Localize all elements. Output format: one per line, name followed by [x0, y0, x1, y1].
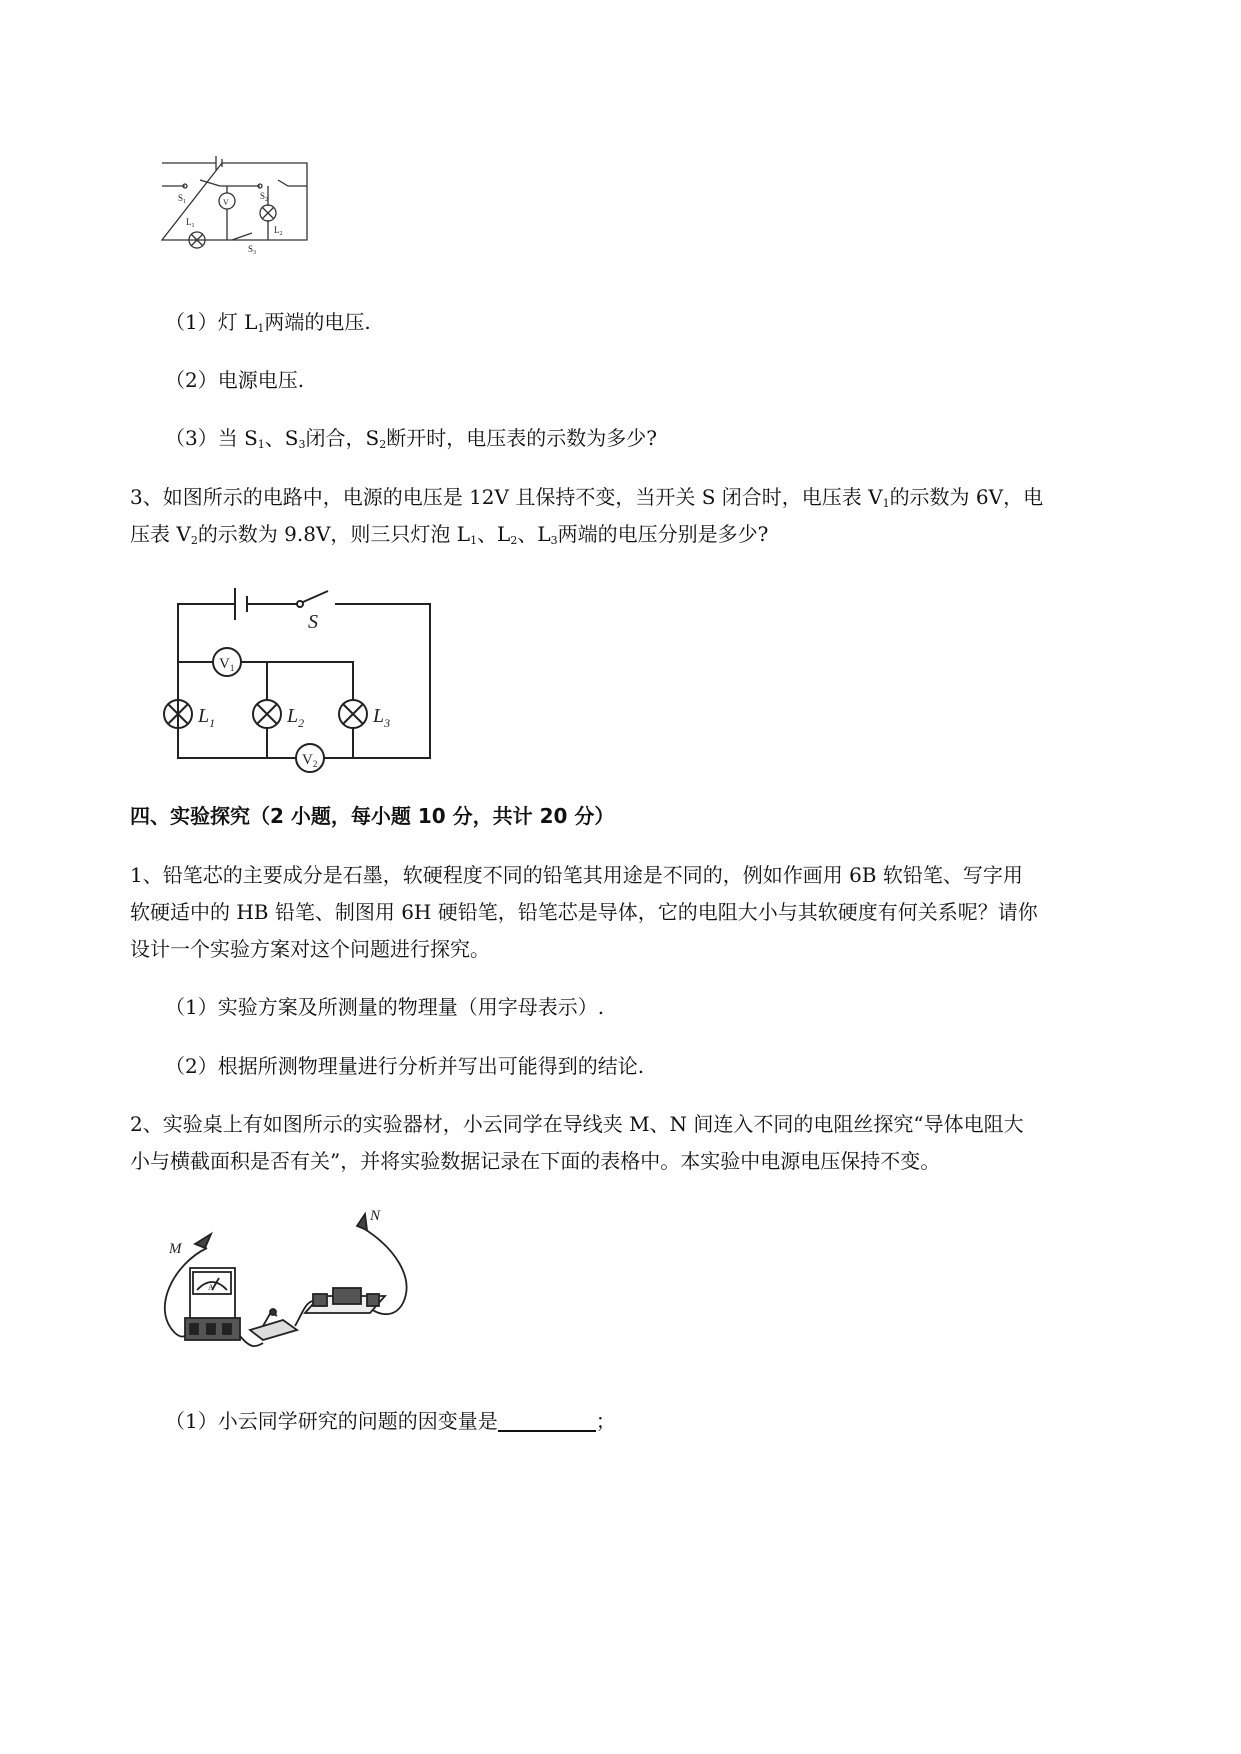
circuit-wire [178, 604, 430, 758]
e2-line2: 小与横截面积是否有关”，并将实验数据记录在下面的表格中。本实验中电源电压保持不变。 [130, 1149, 941, 1173]
q2-sub3: （3）当 $S_1$、$S_3$闭合，$S_2$断开时，电压表的示数为多少? [165, 426, 657, 451]
battery-symbol [235, 588, 247, 620]
section-heading: 四、实验探究（2 小题，每小题 10 分，共计 20 分） [130, 804, 615, 828]
label-n: N [370, 1208, 381, 1224]
lamp-l2-cross [257, 704, 277, 724]
voltmeter-label: V [223, 198, 229, 207]
v1-label: $V_1$ [219, 656, 235, 673]
switch-s-label: S [308, 611, 318, 633]
q3-line2: 压表 $V_2$的示数为 9.8V，则三只灯泡 $L_1$、$L_2$、$L_3$两端的电压分别是多少? [130, 522, 769, 547]
s3-label: $S_3$ [248, 244, 257, 256]
e2-sub1: （1）小云同学研究的问题的因变量是 ； [165, 1409, 616, 1433]
ammeter-label: A [208, 1283, 214, 1292]
q2-sub2: （2）电源电压. [165, 368, 305, 392]
e1-sub2: （2）根据所测物理量进行分析并写出可能得到的结论. [165, 1054, 645, 1078]
wire-holder-board [305, 1288, 385, 1313]
lamp-l2-cross [262, 207, 274, 219]
switch [250, 1309, 297, 1340]
answer-blank[interactable] [498, 1408, 596, 1432]
v2-label: $V_2$ [302, 752, 318, 769]
switch-s [303, 591, 328, 602]
e1-line1: 1、铅笔芯的主要成分是石墨，软硬程度不同的铅笔其用途是不同的，例如作画用 6B 软铅笔、写字用 [130, 863, 1023, 887]
l2-label: $L_2$ [274, 225, 283, 237]
switch-s3 [232, 233, 252, 240]
clip-n [357, 1214, 367, 1230]
ammeter [185, 1268, 240, 1340]
s2-label: $S_2$ [260, 191, 269, 203]
e1-line3: 设计一个实验方案对这个问题进行探究。 [130, 937, 490, 961]
l2-label: $L_2$ [287, 705, 305, 730]
e1-sub1: （1）实验方案及所测量的物理量（用字母表示）. [165, 995, 605, 1019]
s1-label: $S_1$ [178, 193, 187, 205]
label-m: M [169, 1241, 182, 1257]
l3-label: $L_3$ [373, 705, 391, 730]
switch-contact [297, 601, 303, 607]
l1-label: $L_1$ [198, 705, 216, 730]
circuit-figure-2 [160, 580, 430, 770]
circuit-figure-1 [160, 155, 320, 255]
q3-line1: 3、如图所示的电路中，电源的电压是 12V 且保持不变，当开关 S 闭合时，电压表 $V_1$的示数为 6V，电 [130, 485, 1044, 510]
q2-sub1: （1）灯 $L_1$两端的电压. [165, 310, 371, 335]
clip-m [195, 1234, 211, 1248]
l1-label: $L_1$ [186, 217, 195, 229]
apparatus-figure [155, 1208, 425, 1368]
lamp-l3-cross [343, 704, 363, 724]
e1-line2: 软硬适中的 HB 铅笔、制图用 6H 硬铅笔，铅笔芯是导体，它的电阻大小与其软硬度有何关系呢？请你 [130, 900, 1038, 924]
e2-line1: 2、实验桌上有如图所示的实验器材，小云同学在导线夹 M、N 间连入不同的电阻丝探究“导体电阻大 [130, 1112, 1024, 1136]
